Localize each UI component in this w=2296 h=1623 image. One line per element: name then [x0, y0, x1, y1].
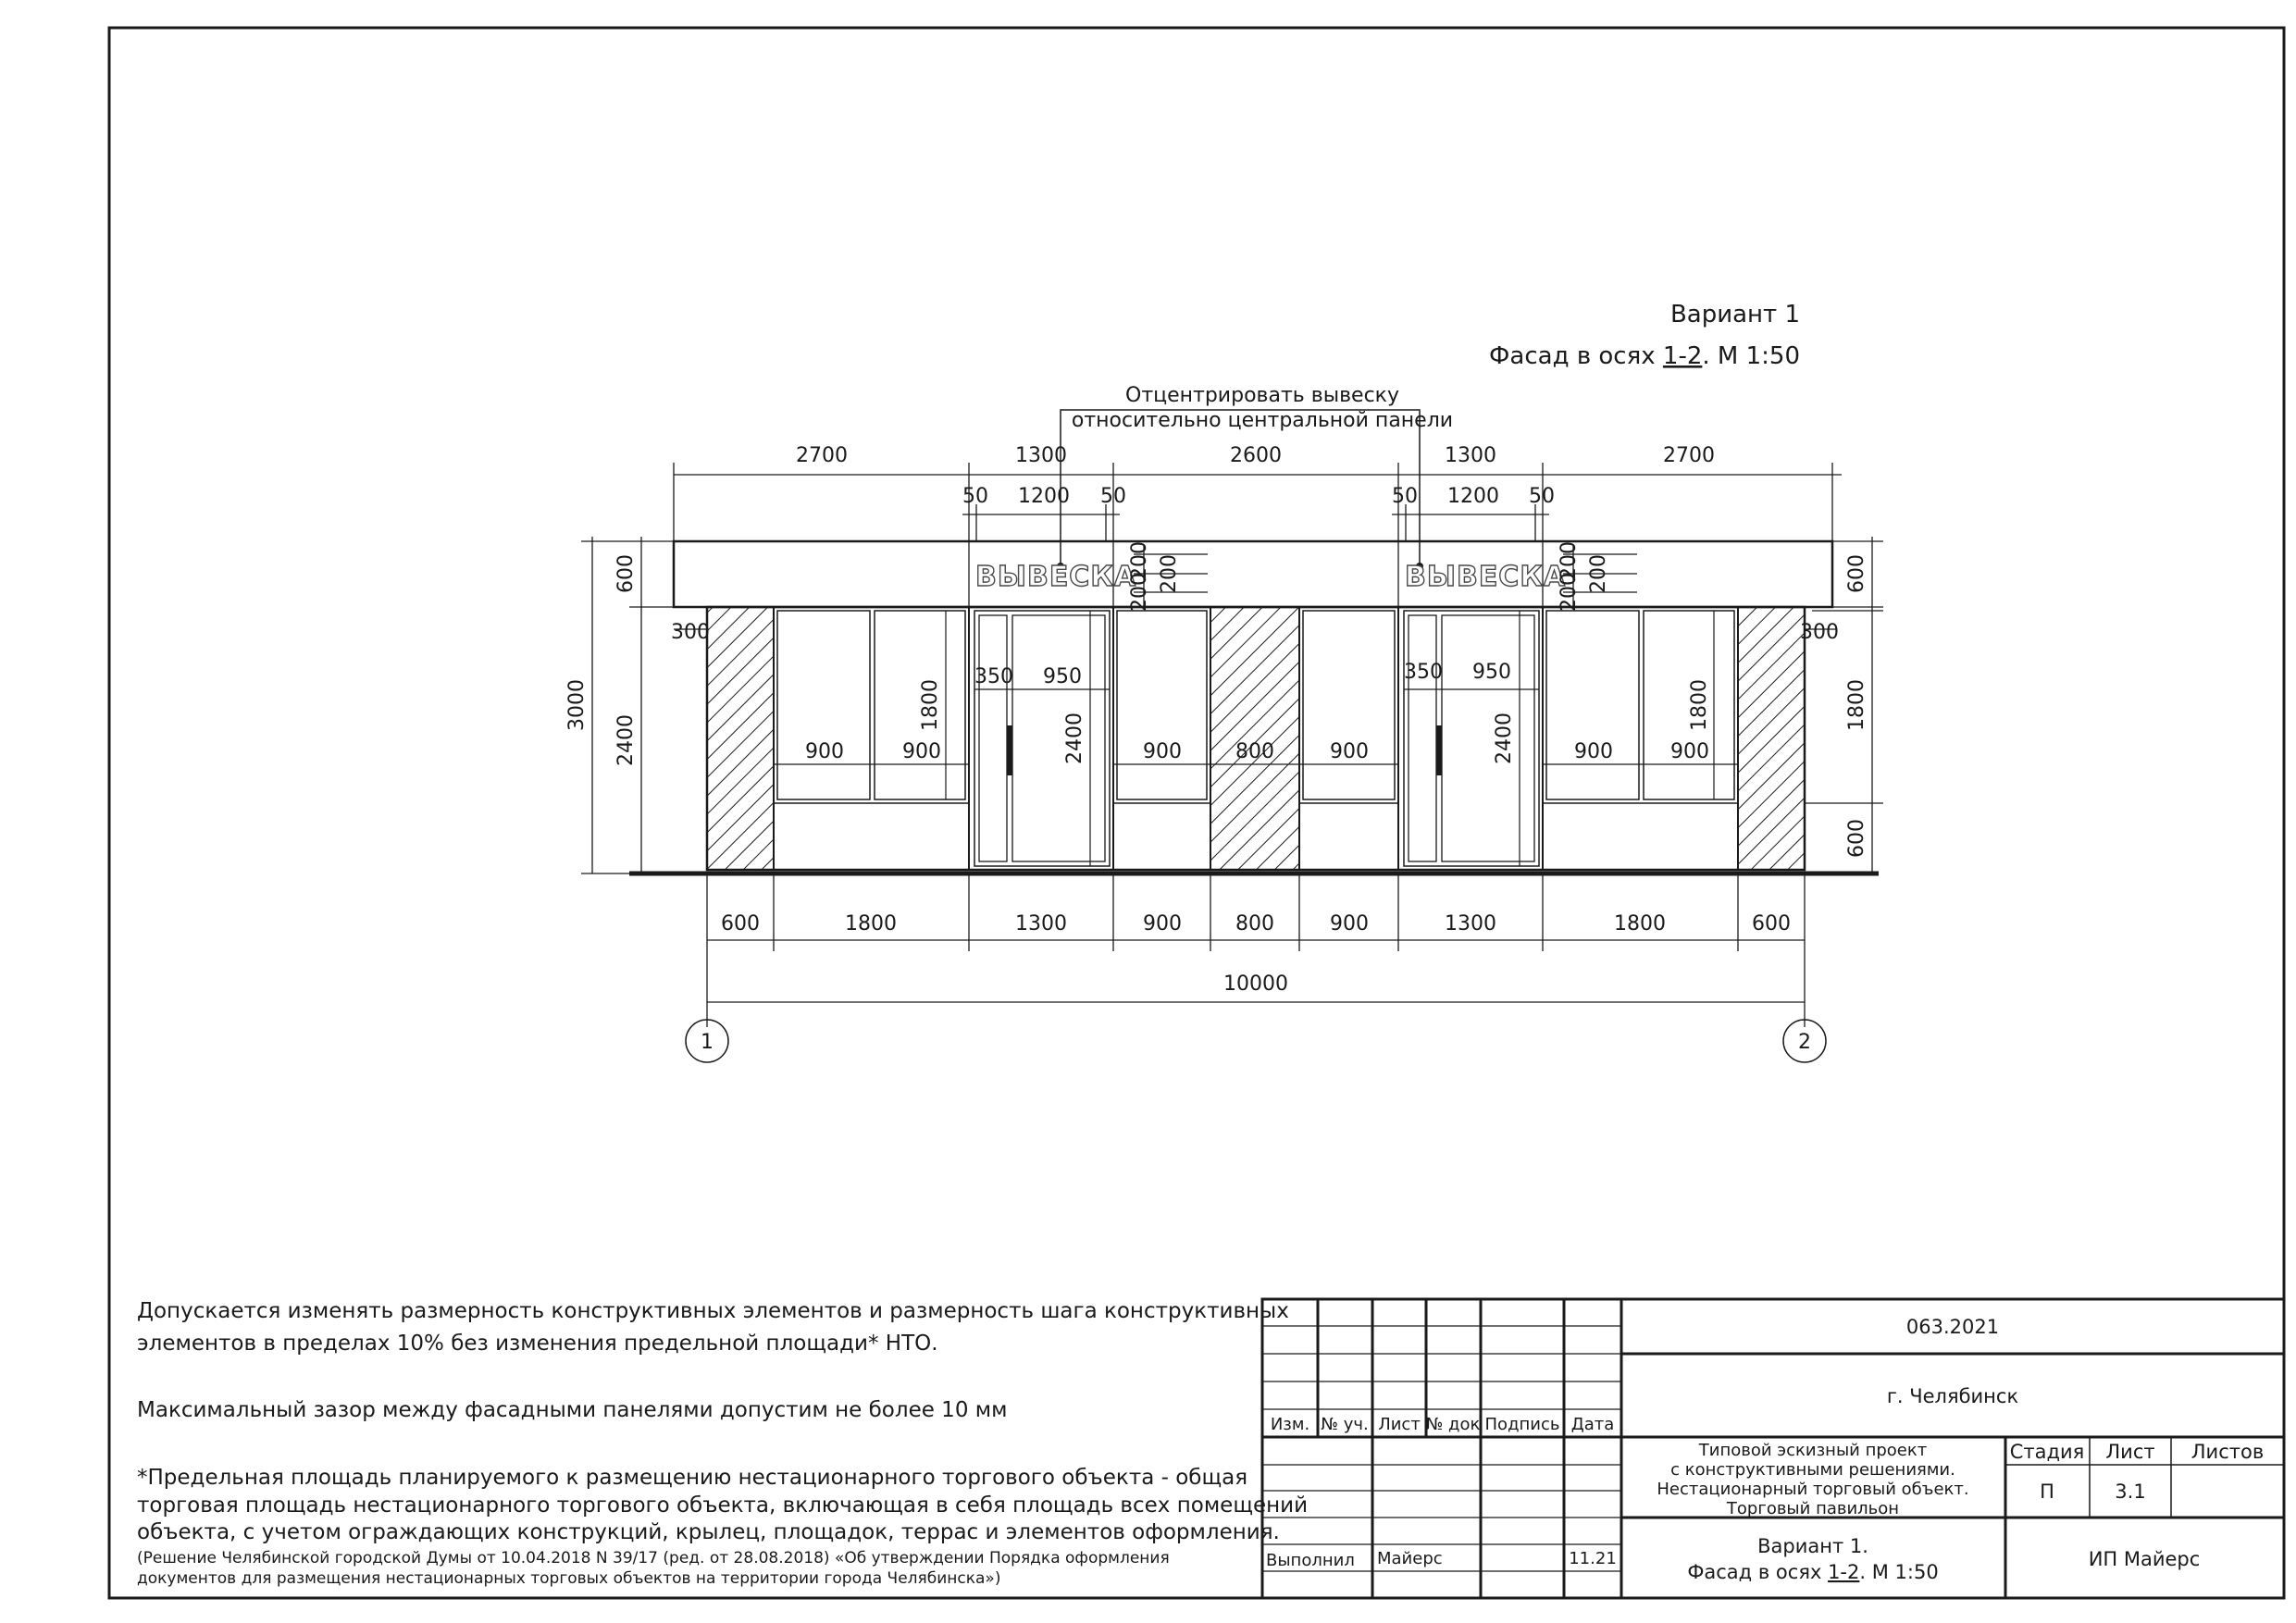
variant-title: Вариант 1	[1669, 301, 1800, 328]
stamp-sheet-title-line1: Вариант 1.	[1757, 1535, 1868, 1557]
dimension-lines-right	[1805, 537, 1883, 873]
dim-right-300: 300	[1800, 621, 1839, 644]
leader-note-line2: относительно центральной панели	[1071, 409, 1454, 432]
stamp-header-2: Лист	[1378, 1415, 1421, 1434]
stamp-header-4: Подпись	[1484, 1415, 1560, 1434]
window	[1546, 611, 1639, 799]
note-1-line2: элементов в пределах 10% без изменения предельной площади* НТО.	[137, 1332, 938, 1356]
dimension-lines-bottom	[707, 873, 1805, 1027]
dim-door-950-left: 950	[1043, 665, 1082, 688]
dim-top2-2: 50	[1100, 485, 1126, 508]
dim-door-height-left: 2400	[1063, 712, 1086, 764]
dim-top-3: 1300	[1445, 444, 1496, 467]
dim-bottom-2: 1300	[1015, 912, 1067, 935]
sign-offset-4: 200	[1558, 573, 1581, 612]
dim-window-3: 800	[1235, 740, 1274, 763]
window	[1117, 611, 1207, 799]
dim-top-0: 2700	[796, 444, 848, 467]
pilaster-left	[707, 607, 774, 870]
dim-window-height-left: 1800	[919, 679, 942, 731]
dim-overall: 10000	[1223, 973, 1288, 996]
stamp-stage: П	[2040, 1481, 2054, 1503]
note-2: Максимальный зазор между фасадными панелями допустим не более 10 мм	[137, 1398, 1008, 1422]
sign-offset-0: 200	[1128, 541, 1151, 580]
dimension-lines-left	[581, 537, 707, 873]
dim-top2-5: 50	[1529, 485, 1555, 508]
note-1-line1: Допускается изменять размерность конструктивных элементов и размерность шага конструктивных	[137, 1299, 1289, 1323]
leader-note-line1: Отцентрировать вывеску	[1125, 384, 1399, 407]
dim-top-2: 2600	[1230, 444, 1282, 467]
note-3-line3: объекта, с учетом ограждающих конструкций, крылец, площадок, террас и элементов оформления.	[137, 1520, 1280, 1544]
stamp-header-5: Дата	[1570, 1415, 1615, 1434]
dim-top2-3: 50	[1392, 485, 1418, 508]
dim-left-overall: 3000	[565, 679, 589, 731]
dim-right-fascia: 600	[1845, 554, 1868, 593]
window	[1303, 611, 1395, 799]
sign-label-left: ВЫВЕСКА	[975, 561, 1137, 593]
dim-top-4: 2700	[1663, 444, 1715, 467]
note-3-line5: документов для размещения нестационарных торговых объектов на территории города Челябинска»)	[137, 1569, 1001, 1588]
stamp-sheet: 3.1	[2115, 1481, 2146, 1503]
stamp-city: г. Челябинск	[1886, 1385, 2019, 1407]
stamp-project-line3: Нестационарный торговый объект.	[1657, 1480, 1969, 1499]
dim-right-window: 1800	[1845, 679, 1868, 731]
dim-door-350-right: 350	[1404, 661, 1443, 684]
sheet-frame	[109, 28, 2284, 1598]
dim-window-5: 900	[1574, 740, 1613, 763]
dim-bottom-8: 600	[1752, 912, 1791, 935]
sign-offset-3: 200	[1558, 541, 1581, 580]
dim-bottom-0: 600	[721, 912, 760, 935]
dim-top2-1: 1200	[1018, 485, 1070, 508]
dim-bottom-1: 1800	[845, 912, 897, 935]
pilaster-center	[1210, 607, 1299, 870]
dim-window-2: 900	[1143, 740, 1182, 763]
dim-bottom-6: 1300	[1445, 912, 1496, 935]
dim-bottom-3: 900	[1143, 912, 1182, 935]
stamp-date: 11.21	[1569, 1549, 1617, 1568]
facade-title: Фасад в осях 1-2. М 1:50	[1489, 342, 1800, 370]
stamp-org: ИП Майерс	[2088, 1548, 2201, 1570]
door-right	[1404, 611, 1539, 866]
stamp-sheet-title-line2: Фасад в осях 1-2. М 1:50	[1687, 1561, 1939, 1583]
dim-window-6: 900	[1670, 740, 1709, 763]
stamp-header-1: № уч.	[1321, 1415, 1369, 1434]
dim-door-950-right: 950	[1472, 661, 1511, 684]
stamp-header-0: Изм.	[1270, 1415, 1310, 1434]
dimension-lines-top	[674, 463, 1842, 606]
dim-window-1: 900	[902, 740, 941, 763]
dim-door-height-right: 2400	[1493, 712, 1516, 764]
note-3-line1: *Предельная площадь планируемого к размещению нестационарного торгового объекта - общая	[137, 1466, 1248, 1490]
dim-top-1: 1300	[1015, 444, 1067, 467]
pilaster-right	[1738, 607, 1805, 870]
dim-top2-4: 1200	[1447, 485, 1499, 508]
sign-offset-5: 200	[1587, 554, 1610, 593]
door-left	[974, 611, 1110, 866]
dim-left-fascia: 600	[614, 554, 638, 593]
dim-window-height-right: 1800	[1688, 679, 1711, 731]
dim-right-base: 600	[1845, 819, 1868, 858]
dim-window-4: 900	[1330, 740, 1369, 763]
stamp-person: Майерс	[1377, 1549, 1443, 1568]
dim-door-350-left: 350	[974, 665, 1013, 688]
dim-bottom-4: 800	[1235, 912, 1274, 935]
note-3-line4: (Решение Челябинской городской Думы от 10.04.2018 N 39/17 (ред. от 28.08.2018) «Об утверждении Порядка оформления	[137, 1549, 1170, 1567]
sign-offset-2: 200	[1158, 554, 1181, 593]
stamp-project-line4: Торговый павильон	[1726, 1499, 1900, 1518]
stamp-code: 063.2021	[1905, 1316, 2000, 1338]
stamp-header-3: № док	[1425, 1415, 1481, 1434]
window	[777, 611, 870, 799]
dim-bottom-5: 900	[1330, 912, 1369, 935]
dim-left-300: 300	[671, 621, 710, 644]
stamp-col-sheets: Листов	[2191, 1441, 2265, 1463]
axis-label-1: 1	[701, 1031, 714, 1054]
stamp-col-stage: Стадия	[2009, 1441, 2085, 1463]
note-3-line2: торговая площадь нестационарного торгового объекта, включающая в себя площадь всех помещений	[137, 1493, 1309, 1518]
sign-label-right: ВЫВЕСКА	[1405, 561, 1567, 593]
dim-bottom-7: 1800	[1614, 912, 1666, 935]
stamp-role: Выполнил	[1266, 1551, 1355, 1570]
fascia-band	[674, 541, 1832, 607]
stamp-col-sheet: Лист	[2105, 1441, 2155, 1463]
stamp-project-line1: Типовой эскизный проект	[1698, 1441, 1928, 1460]
dim-window-0: 900	[805, 740, 844, 763]
dim-top2-0: 50	[962, 485, 988, 508]
stamp-project-line2: с конструктивными решениями.	[1670, 1460, 1955, 1480]
dim-left-wall: 2400	[614, 714, 638, 766]
sign-offset-1: 200	[1128, 573, 1151, 612]
axis-label-2: 2	[1798, 1031, 1811, 1054]
